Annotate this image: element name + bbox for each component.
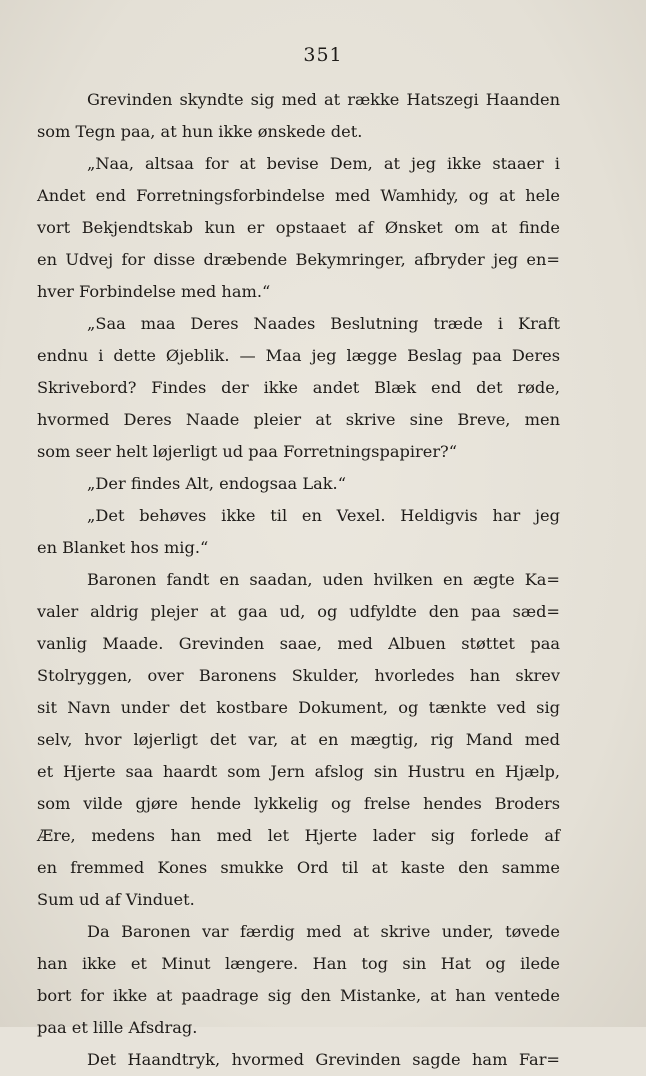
text-line: han ikke et Minut længere. Han tog sin Hat og ilede bbox=[37, 954, 560, 973]
text-line: som seer helt løjerligt ud paa Forretningspapirer?“ bbox=[37, 442, 458, 461]
text-line: et Hjerte saa haardt som Jern afslog sin Hustru en Hjælp, bbox=[37, 762, 560, 781]
text-line: en fremmed Kones smukke Ord til at kaste den samme bbox=[37, 858, 560, 877]
text-line: Skrivebord? Findes der ikke andet Blæk end det røde, bbox=[37, 378, 560, 397]
text-line: Sum ud af Vinduet. bbox=[37, 890, 195, 909]
text-line: vort Bekjendtskab kun er opstaaet af Ønsket om at finde bbox=[37, 218, 560, 237]
text-line: „Naa, altsaa for at bevise Dem, at jeg ikke staaer i bbox=[87, 154, 560, 173]
page-number: 351 bbox=[303, 44, 343, 66]
text-line: Baronen fandt en saadan, uden hvilken en ægte Ka= bbox=[87, 570, 560, 589]
text-line: en Udvej for disse dræbende Bekymringer, afbryder jeg en= bbox=[37, 250, 560, 269]
text-line: „Der findes Alt, endogsaa Lak.“ bbox=[87, 474, 346, 493]
text-line: bort for ikke at paadrage sig den Mistanke, at han ventede bbox=[37, 986, 560, 1005]
text-line: valer aldrig plejer at gaa ud, og udfyldte den paa sæd= bbox=[37, 602, 560, 621]
body-text bbox=[37, 84, 560, 1076]
text-line: Andet end Forretningsforbindelse med Wamhidy, og at hele bbox=[37, 186, 560, 205]
text-line: „Det behøves ikke til en Vexel. Heldigvis har jeg bbox=[87, 506, 560, 525]
text-line: Da Baronen var færdig med at skrive under, tøvede bbox=[87, 922, 560, 941]
text-line: vanlig Maade. Grevinden saae, med Albuen støttet paa bbox=[37, 634, 560, 653]
text-line: Grevinden skyndte sig med at række Hatszegi Haanden bbox=[87, 90, 560, 109]
text-line: endnu i dette Øjeblik. — Maa jeg lægge Beslag paa Deres bbox=[37, 346, 560, 365]
text-line: hver Forbindelse med ham.“ bbox=[37, 282, 271, 301]
text-line: hvormed Deres Naade pleier at skrive sine Breve, men bbox=[37, 410, 560, 429]
text-line: paa et lille Afsdrag. bbox=[37, 1018, 198, 1037]
text-line: Det Haandtryk, hvormed Grevinden sagde ham Far= bbox=[87, 1050, 560, 1069]
text-line: som Tegn paa, at hun ikke ønskede det. bbox=[37, 122, 363, 141]
text-line: som vilde gjøre hende lykkelig og frelse hendes Broders bbox=[37, 794, 560, 813]
text-line: Ære, medens han med let Hjerte lader sig forlede af bbox=[37, 826, 560, 845]
text-line: en Blanket hos mig.“ bbox=[37, 538, 209, 557]
text-line: sit Navn under det kostbare Dokument, og tænkte ved sig bbox=[37, 698, 560, 717]
text-line: „Saa maa Deres Naades Beslutning træde i Kraft bbox=[87, 314, 560, 333]
text-line: Stolryggen, over Baronens Skulder, hvorledes han skrev bbox=[37, 666, 560, 685]
text-line: selv, hvor løjerligt det var, at en mægtig, rig Mand med bbox=[37, 730, 560, 749]
